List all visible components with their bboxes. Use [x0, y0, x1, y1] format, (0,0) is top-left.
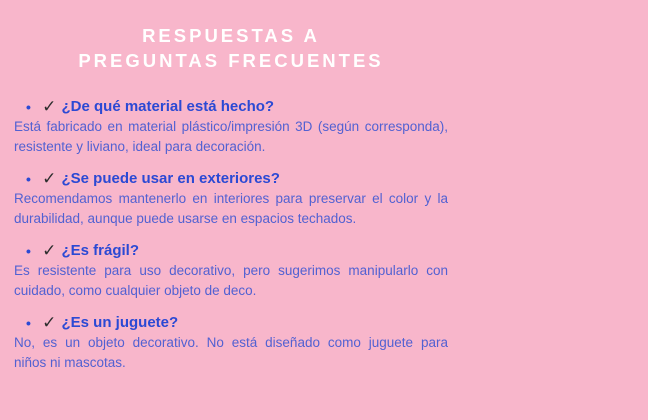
faq-answer-line: No, es un objeto decorativo. No está diseñado como juguete para [14, 335, 448, 350]
faq-answer-line: Es resistente para uso decorativo, pero sugerimos manipularlo con [14, 263, 448, 278]
faq-item [14, 169, 448, 229]
bullet-dot-icon: • [26, 99, 31, 115]
faq-item [14, 241, 448, 301]
faq-list [14, 97, 448, 373]
faq-answer-line: cuidado, como cualquier objeto de deco. [14, 283, 257, 298]
checkmark-icon: ✓ [42, 169, 57, 189]
faq-question-row [14, 169, 448, 189]
faq-question: ¿Se puede usar en exteriores? [61, 170, 280, 187]
faq-item [14, 313, 448, 373]
faq-answer [14, 333, 448, 373]
faq-answer [14, 189, 448, 229]
page-title [14, 23, 448, 73]
faq-question-row [14, 313, 448, 333]
faq-answer-line: niños ni mascotas. [14, 355, 126, 370]
faq-answer-line: Recomendamos mantenerlo en interiores para preservar el color y la [14, 191, 448, 206]
faq-answer-line: Está fabricado en material plástico/impresión 3D (según corresponda), [14, 119, 448, 134]
checkmark-icon: ✓ [42, 241, 57, 261]
faq-question: ¿Es frágil? [61, 242, 140, 259]
bullet-dot-icon: • [26, 243, 31, 259]
faq-answer [14, 261, 448, 301]
page-title-line-1: RESPUESTAS A [142, 25, 320, 46]
faq-question-row [14, 241, 448, 261]
checkmark-icon: ✓ [42, 313, 57, 333]
faq-answer-line: durabilidad, aunque puede usarse en espacios techados. [14, 211, 357, 226]
content-column [14, 0, 448, 373]
bullet-dot-icon: • [26, 315, 31, 331]
faq-question: ¿De qué material está hecho? [61, 98, 275, 115]
checkmark-icon: ✓ [42, 97, 57, 117]
page-title-line-2: PREGUNTAS FRECUENTES [78, 50, 384, 71]
bullet-dot-icon: • [26, 171, 31, 187]
faq-answer [14, 117, 448, 157]
faq-item [14, 97, 448, 157]
faq-question-row [14, 97, 448, 117]
faq-answer-line: resistente y liviano, ideal para decoración. [14, 139, 266, 154]
faq-question: ¿Es un juguete? [61, 314, 179, 331]
